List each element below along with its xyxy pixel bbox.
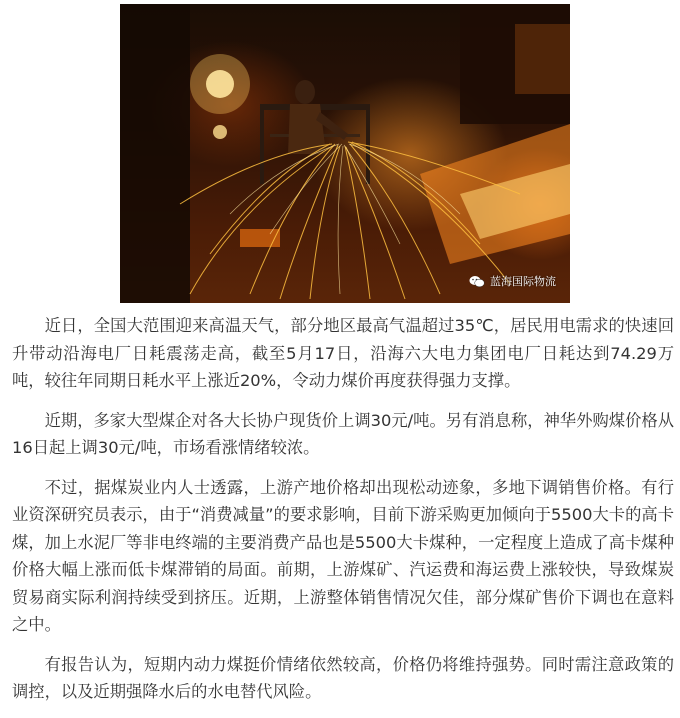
photo-watermark	[469, 273, 556, 289]
photo-illustration	[120, 4, 570, 303]
paragraph-3: 不过，据煤炭业内人士透露，上游产地价格却出现松动迹象，多地下调销售价格。有行业资深研究员表示，由于“消费减量”的要求影响，目前下游采购更加倾向于5500大卡的高卡煤，加上水泥厂等非电终端的主要消费产品也是5500大卡煤种，一定程度上造成了高卡煤种价格大幅上涨而低卡煤滞销的局面。前期，上游煤矿、汽运费和海运费上涨较快，导致煤炭贸易商实际利润持续受到挤压。近期，上游整体销售情况欠佳，部分煤矿售价下调也在意料之中。	[12, 477, 674, 634]
wechat-icon	[469, 275, 485, 288]
paragraph-1: 近日，全国大范围迎来高温天气，部分地区最高气温超过35℃，居民用电需求的快速回升带动沿海电厂日耗震荡走高，截至5月17日，沿海六大电力集团电厂日耗达到74.29万吨，较往年同期日耗水平上涨近20%，令动力煤价再度获得强力支撑。	[12, 316, 674, 390]
article-photo-steel-sparks	[120, 4, 570, 303]
paragraph-2: 近期，多家大型煤企对各大长协户现货价上调30元/吨。另有消息称，神华外购煤价格从16日起上调30元/吨，市场看涨情绪较浓。	[12, 410, 674, 457]
article-body	[12, 312, 674, 718]
paragraph-4: 有报告认为，短期内动力煤挺价情绪依然较高，价格仍将维持强势。同时需注意政策的调控，以及近期强降水后的水电替代风险。	[12, 654, 674, 701]
watermark-text: 蓝海国际物流	[490, 275, 556, 288]
